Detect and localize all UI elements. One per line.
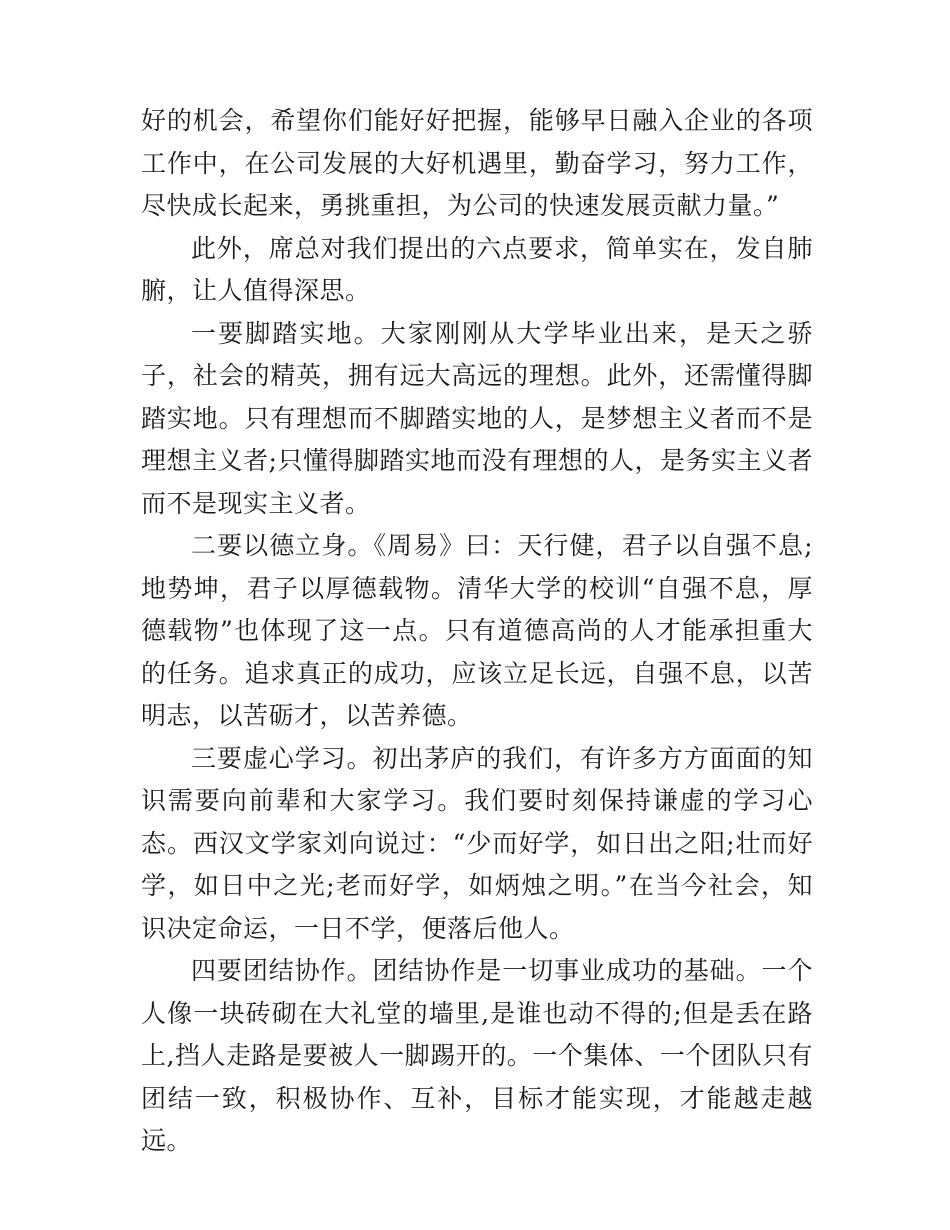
document-body — [141, 100, 813, 1163]
paragraph-teamwork: 四要团结协作。团结协作是一切事业成功的基础。一个人像一块砖砌在大礼堂的墙里,是谁也动不得的;但是丢在路上,挡人走路是要被人一脚踢开的。一个集体、一个团队只有团结一致，积极协作、互补，目标才能实现，才能越走越远。 — [141, 956, 813, 1155]
paragraph-continuation: 好的机会，希望你们能好好把握，能够早日融入企业的各项工作中，在公司发展的大好机遇里，勤奋学习，努力工作，尽快成长起来，勇挑重担，为公司的快速发展贡献力量。” — [141, 106, 813, 220]
paragraph-virtue: 二要以德立身。《周易》曰：天行健，君子以自强不息;地势坤，君子以厚德载物。清华大学的校训“自强不息，厚德载物”也体现了这一点。只有道德高尚的人才能承担重大的任务。追求真正的成功，应该立足长远，自强不息，以苦明志，以苦砺才，以苦养德。 — [141, 531, 813, 730]
paragraph-humble-learning: 三要虚心学习。初出茅庐的我们，有许多方方面面的知识需要向前辈和大家学习。我们要时刻保持谦虚的学习心态。西汉文学家刘向说过：“少而好学，如日出之阳;壮而好学，如日中之光;老而好学，如炳烛之明。”在当今社会，知识决定命运，一日不学，便落后他人。 — [141, 743, 813, 943]
paragraph-requirements-intro: 此外，席总对我们提出的六点要求，简单实在，发自肺腑，让人值得深思。 — [141, 233, 813, 305]
paragraph-down-to-earth: 一要脚踏实地。大家刚刚从大学毕业出来，是天之骄子，社会的精英，拥有远大高远的理想。此外，还需懂得脚踏实地。只有理想而不脚踏实地的人，是梦想主义者而不是理想主义者;只懂得脚踏实地而没有理想的人，是务实主义者而不是现实主义者。 — [141, 318, 813, 518]
